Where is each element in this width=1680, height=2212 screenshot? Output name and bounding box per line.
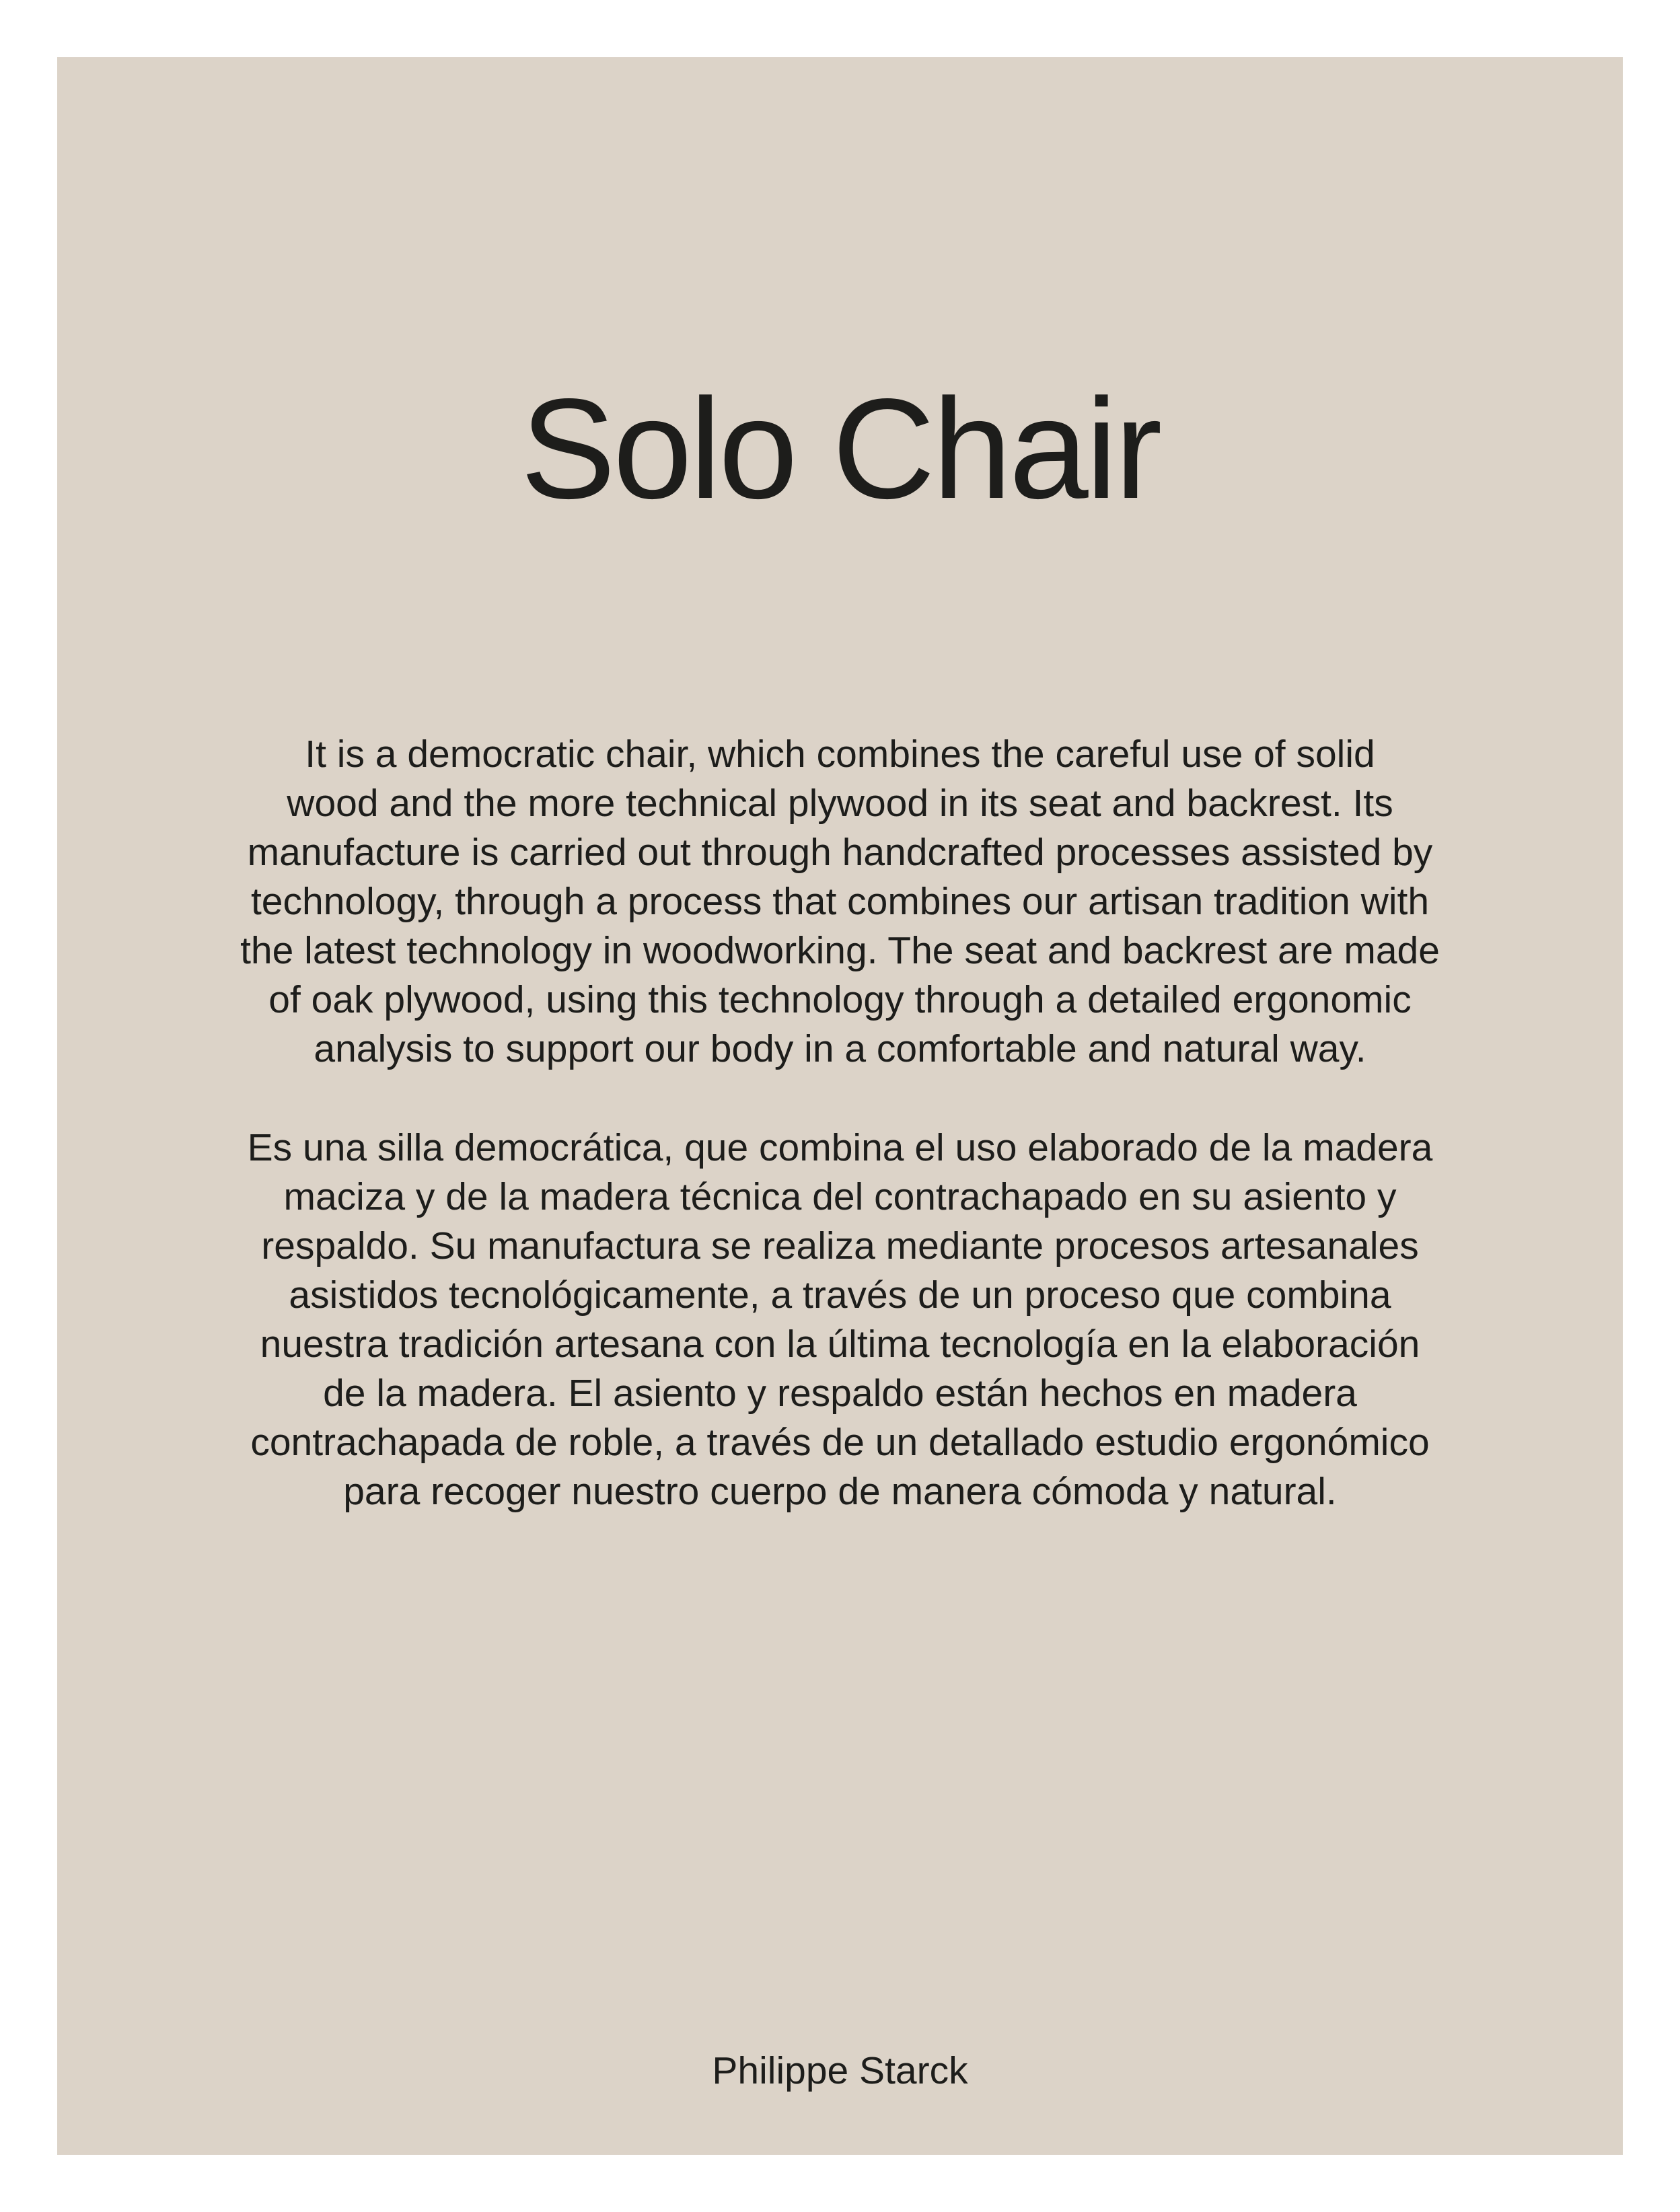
designer-name: Philippe Starck — [712, 2049, 968, 2092]
description-line: wood and the more technical plywood in its seat and backrest. Its — [287, 782, 1393, 825]
description-line: of oak plywood, using this technology through a detailed ergonomic — [268, 978, 1412, 1021]
description-line: analysis to support our body in a comfortable and natural way. — [314, 1027, 1366, 1070]
description-line: contrachapada de roble, a través de un detallado estudio ergonómico — [250, 1421, 1430, 1464]
description-line: technology, through a process that combines our artisan tradition with — [250, 880, 1430, 923]
page-title: Solo Chair — [520, 369, 1160, 528]
description-line: Es una silla democrática, que combina el uso elaborado de la madera — [247, 1126, 1433, 1169]
description-english — [57, 730, 1623, 1074]
page-panel — [57, 57, 1623, 2155]
description-spanish — [57, 1123, 1623, 1516]
description-line: respaldo. Su manufactura se realiza mediante procesos artesanales — [261, 1224, 1419, 1267]
description-line: It is a democratic chair, which combines the careful use of solid — [305, 733, 1375, 776]
description-line: the latest technology in woodworking. The seat and backrest are made — [240, 929, 1440, 972]
description-line: de la madera. El asiento y respaldo están hechos en madera — [323, 1372, 1357, 1415]
description-line: asistidos tecnológicamente, a través de un proceso que combina — [289, 1274, 1391, 1317]
description-line: maciza y de la madera técnica del contrachapado en su asiento y — [283, 1175, 1397, 1218]
description-line: nuestra tradición artesana con la última tecnología en la elaboración — [260, 1323, 1420, 1366]
description-line: manufacture is carried out through handcrafted processes assisted by — [247, 831, 1433, 874]
description-line: para recoger nuestro cuerpo de manera cómoda y natural. — [343, 1470, 1337, 1513]
